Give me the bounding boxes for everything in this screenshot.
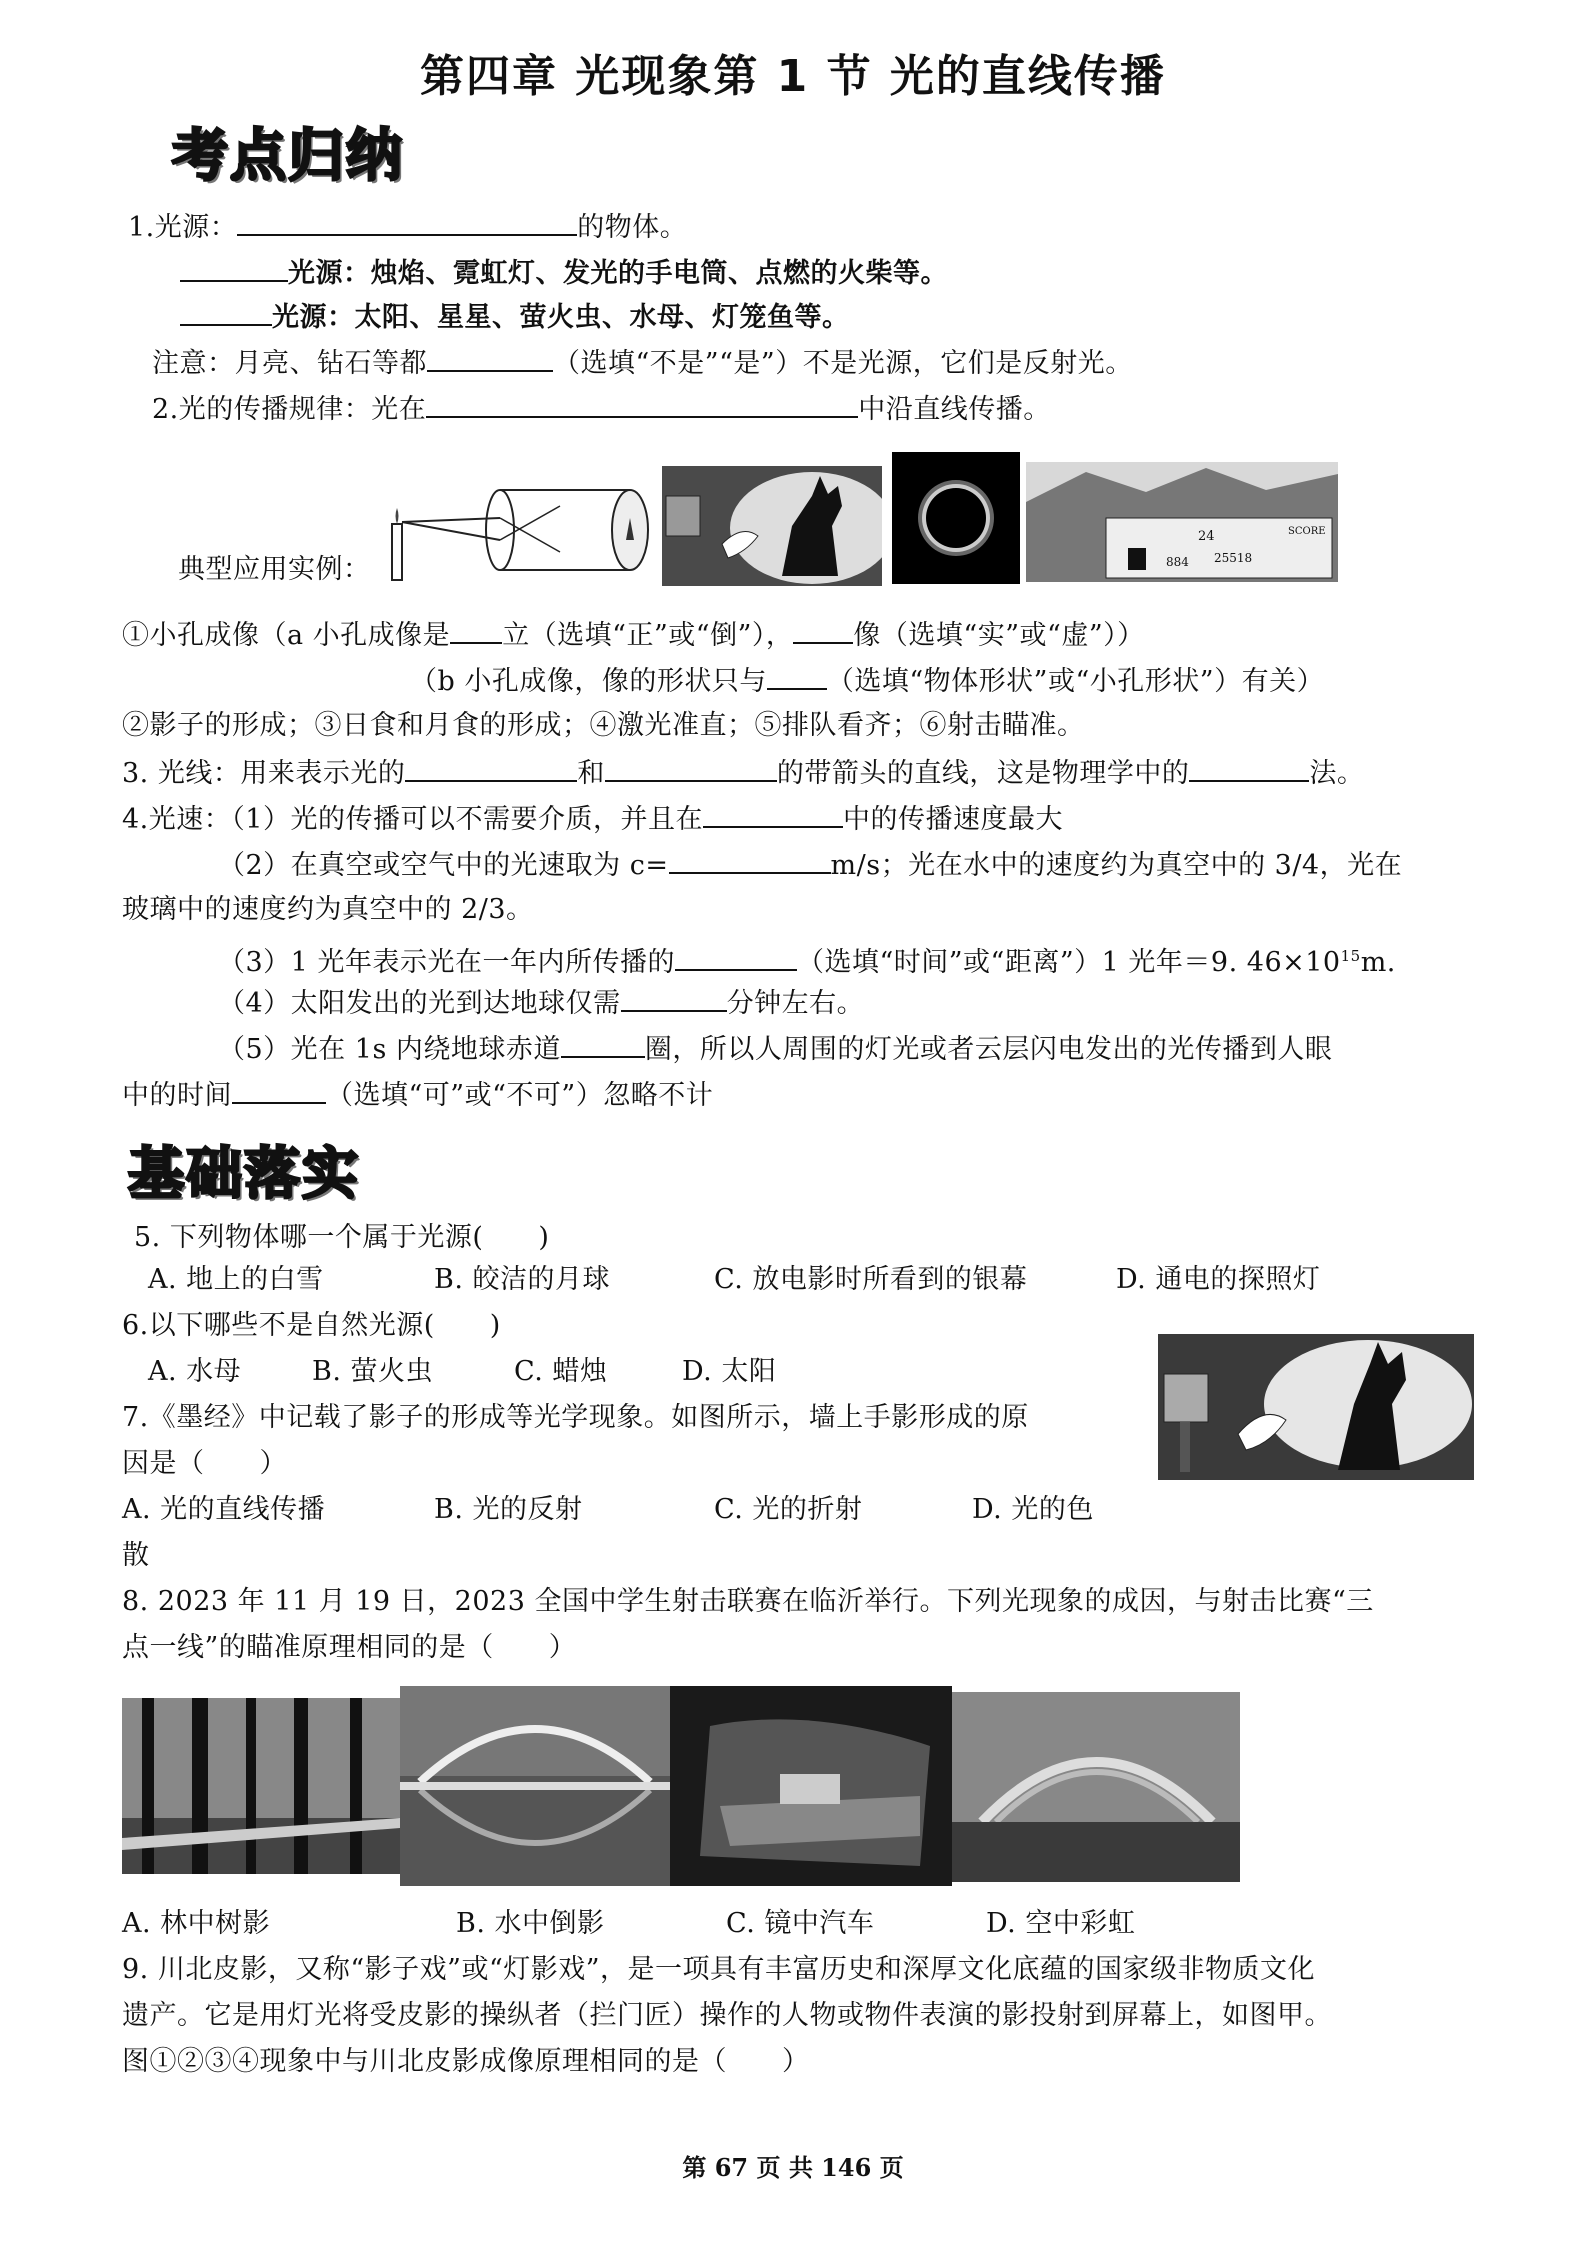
answer-blank[interactable] xyxy=(180,298,272,326)
item-4-speed-2: （2）在真空或空气中的光速取为 c= m/s；光在水中的速度约为真空中的 3/4，光在 xyxy=(218,846,1402,884)
pinhole-line-1: ①小孔成像（a 小孔成像是 立（选填“正”或“倒”）， 像（选填“实”或“虚”）） xyxy=(122,616,1145,654)
answer-blank[interactable] xyxy=(1189,754,1309,782)
item-2-propagation-law: 2.光的传播规律：光在 中沿直线传播。 xyxy=(152,390,1051,428)
bridge-reflection-photo xyxy=(400,1686,670,1886)
question-7-stem-1: 7.《墨经》中记载了影子的形成等光学现象。如图所示，墙上手影形成的原 xyxy=(122,1402,1029,1433)
answer-blank[interactable] xyxy=(180,254,288,282)
answer-blank[interactable] xyxy=(767,662,827,690)
mirror-car-photo xyxy=(670,1686,952,1886)
applications-examples: ②影子的形成；③日食和月食的形成；④激光准直；⑤排队看齐；⑥射击瞄准。 xyxy=(122,710,1085,741)
item-1-light-source: 1.光源： 的物体。 xyxy=(128,208,687,246)
question-6-stem: 6.以下哪些不是自然光源( ) xyxy=(122,1310,501,1341)
question-8-option-c[interactable]: C. 镜中汽车 xyxy=(726,1908,875,1939)
pinhole-line-2: （b 小孔成像，像的形状只与 （选填“物体形状”或“小孔形状”）有关） xyxy=(410,662,1324,700)
question-7-option-a[interactable]: A. 光的直线传播 xyxy=(122,1494,326,1525)
question-5-option-b[interactable]: B. 皎洁的月球 xyxy=(434,1264,611,1295)
answer-blank[interactable] xyxy=(427,344,553,372)
rainbow-photo xyxy=(952,1692,1240,1882)
answer-blank[interactable] xyxy=(232,1076,326,1104)
question-7-option-c[interactable]: C. 光的折射 xyxy=(714,1494,863,1525)
question-7-option-d[interactable]: D. 光的色 xyxy=(972,1494,1094,1525)
shooting-range-figure xyxy=(1026,462,1338,582)
item-4-light-year: （3）1 光年表示光在一年内所传播的 （选填“时间”或“距离”）1 光年＝9. $46\times 10^{15}m$. xyxy=(218,938,1396,981)
note-line: 注意：月亮、钻石等都 （选填“不是”“是”）不是光源，它们是反射光。 xyxy=(152,344,1133,382)
section-heading-summary: 考点归纳 xyxy=(172,124,404,189)
answer-blank[interactable] xyxy=(450,616,502,644)
item-4-equator: （5）光在 1s 内绕地球赤道 圈，所以人周围的灯光或者云层闪电发出的光传播到人眼 xyxy=(218,1030,1332,1068)
section-heading-basics: 基础落实 xyxy=(128,1142,360,1207)
board-label-a: 884 xyxy=(1166,555,1189,569)
board-label-top: 24 xyxy=(1198,529,1215,544)
answer-blank[interactable] xyxy=(669,846,831,874)
question-7-stem-2: 因是（ ） xyxy=(122,1448,287,1479)
page-footer: 第 67 页 共 146 页 xyxy=(682,2153,904,2182)
answer-blank[interactable] xyxy=(793,616,853,644)
question-6-option-b[interactable]: B. 萤火虫 xyxy=(312,1356,434,1387)
answer-blank[interactable] xyxy=(621,984,727,1012)
answer-blank[interactable] xyxy=(405,754,577,782)
page-title: 第四章 光现象第 1 节 光的直线传播 xyxy=(420,51,1166,102)
hand-shadow-figure xyxy=(662,466,882,586)
item-4-speed-2-cont: 玻璃中的速度约为真空中的 2/3。 xyxy=(122,894,534,925)
applications-label: 典型应用实例： xyxy=(178,554,371,585)
question-8-stem-2: 点一线”的瞄准原理相同的是（ ） xyxy=(122,1632,577,1663)
question-5-stem: 5. 下列物体哪一个属于光源( ) xyxy=(134,1222,550,1253)
question-8-stem-1: 8. 2023 年 11 月 19 日，2023 全国中学生射击联赛在临沂举行。下列光现象的成因，与射击比赛“三 xyxy=(122,1586,1374,1617)
item-4-speed-1: 4.光速：（1）光的传播可以不需要介质，并且在 中的传播速度最大 xyxy=(122,800,1063,838)
answer-blank[interactable] xyxy=(561,1030,645,1058)
question-9-line-1: 9. 川北皮影，又称“影子戏”或“灯影戏”，是一项具有丰富历史和深厚文化底蕴的国家级非物质文化 xyxy=(122,1954,1316,1985)
question-8-option-a[interactable]: A. 林中树影 xyxy=(122,1908,271,1939)
question-9-line-3: 图①②③④现象中与川北皮影成像原理相同的是（ ） xyxy=(122,2046,810,2077)
forest-shadow-photo xyxy=(122,1698,400,1874)
question-7-option-b[interactable]: B. 光的反射 xyxy=(434,1494,583,1525)
question-6-option-d[interactable]: D. 太阳 xyxy=(682,1356,777,1387)
question-5-option-c[interactable]: C. 放电影时所看到的银幕 xyxy=(714,1264,1028,1295)
board-label-right: SCORE xyxy=(1288,526,1326,537)
question-6-option-c[interactable]: C. 蜡烛 xyxy=(514,1356,608,1387)
natural-light-source-line: 光源：烛焰、霓虹灯、发光的手电筒、点燃的火柴等。 xyxy=(180,254,948,292)
question-8-option-d[interactable]: D. 空中彩虹 xyxy=(986,1908,1136,1939)
question-6-option-a[interactable]: A. 水母 xyxy=(148,1356,242,1387)
solar-eclipse-figure xyxy=(892,452,1020,584)
answer-blank[interactable] xyxy=(237,208,577,236)
item-4-equator-cont: 中的时间 （选填“可”或“不可”）忽略不计 xyxy=(122,1076,713,1114)
question-9-line-2: 遗产。它是用灯光将受皮影的操纵者（拦门匠）操作的人物或物件表演的影投射到屏幕上，如图甲。 xyxy=(122,2000,1332,2031)
answer-blank[interactable] xyxy=(703,800,843,828)
item-4-sun-light: （4）太阳发出的光到达地球仅需 分钟左右。 xyxy=(218,984,864,1022)
answer-blank[interactable] xyxy=(426,390,858,418)
pinhole-camera-figure xyxy=(390,478,656,586)
board-label-b: 25518 xyxy=(1214,551,1253,565)
question-8-option-b[interactable]: B. 水中倒影 xyxy=(456,1908,605,1939)
question-5-option-d[interactable]: D. 通电的探照灯 xyxy=(1116,1264,1321,1295)
answer-blank[interactable] xyxy=(675,943,797,971)
answer-blank[interactable] xyxy=(605,754,777,782)
item-3-light-ray: 3. 光线：用来表示光的 和 的带箭头的直线，这是物理学中的 法。 xyxy=(122,754,1364,792)
question-5-option-a[interactable]: A. 地上的白雪 xyxy=(148,1264,324,1295)
artificial-light-source-line: 光源：太阳、星星、萤火虫、水母、灯笼鱼等。 xyxy=(180,298,850,336)
question-7-option-d-cont: 散 xyxy=(122,1540,150,1571)
hand-shadow-q7-figure xyxy=(1158,1334,1474,1480)
